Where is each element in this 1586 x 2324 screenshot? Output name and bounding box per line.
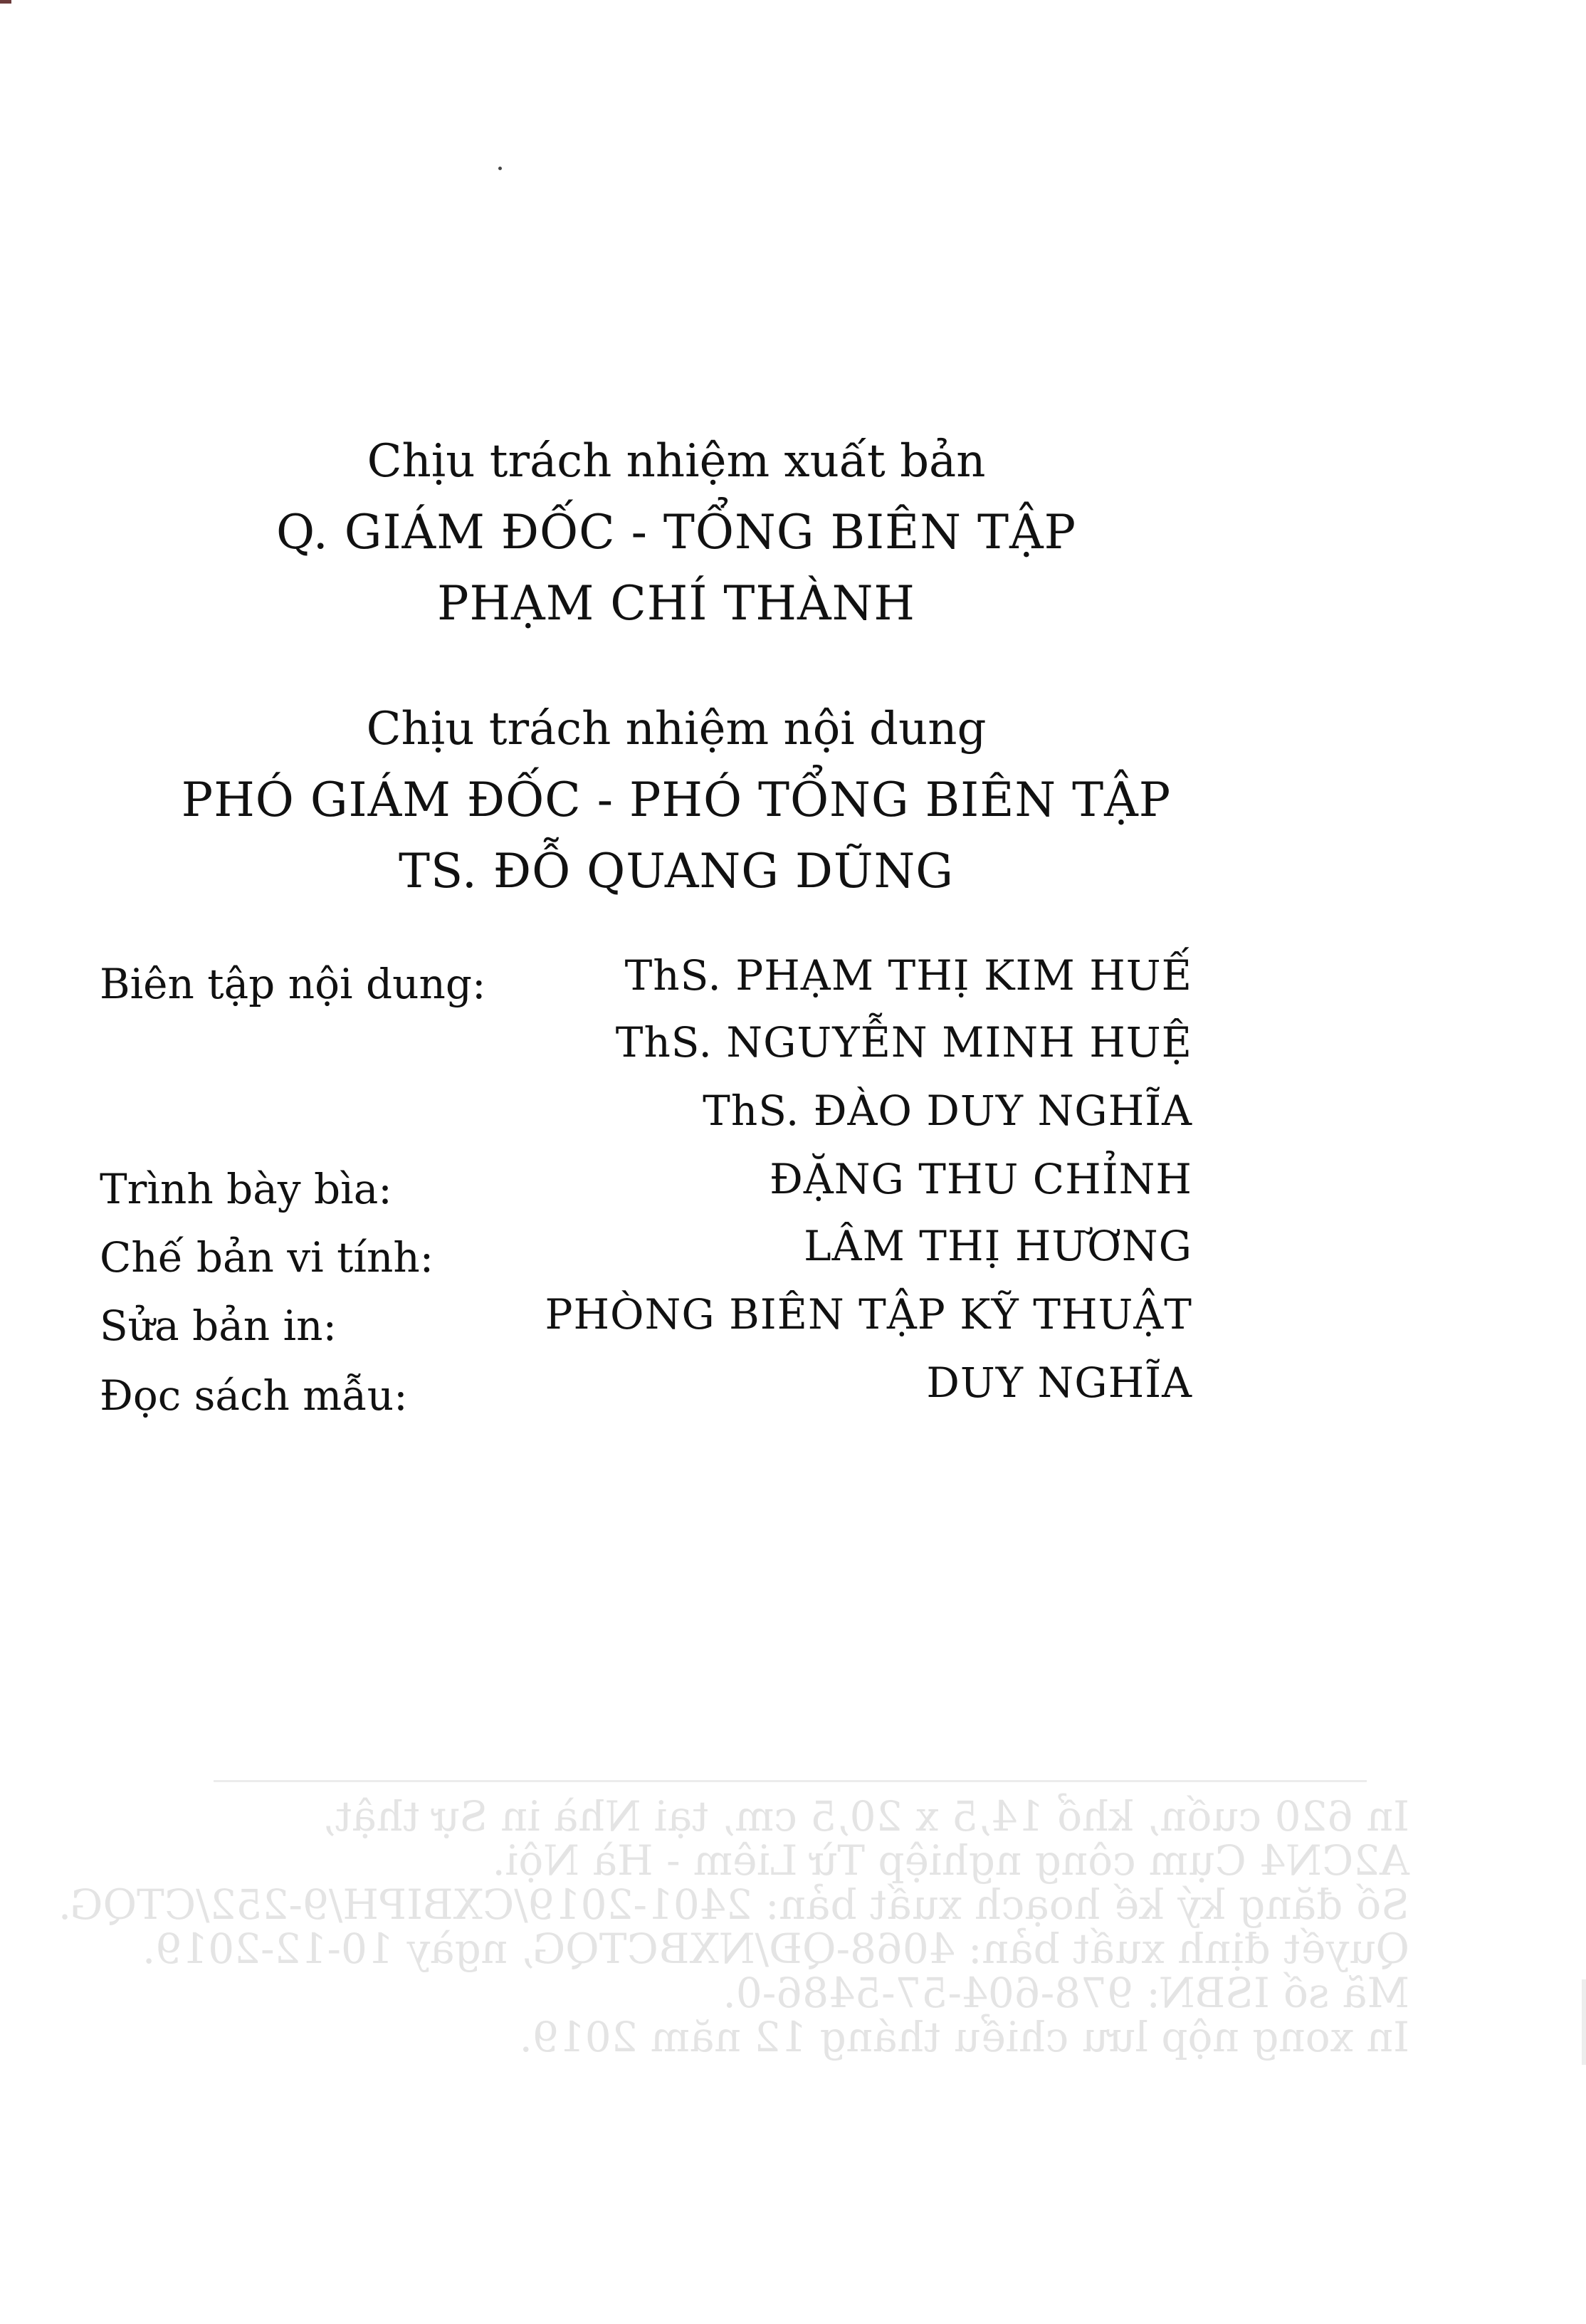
publishing-responsibility-position: Q. GIÁM ĐỐC - TỔNG BIÊN TẬP <box>275 505 1077 560</box>
bleed-through-line: A2CN4 Cụm công nghiệp Từ Liêm - Hà Nội. <box>492 1836 1409 1885</box>
publishing-responsibility-role: Chịu trách nhiệm xuất bản <box>367 435 986 488</box>
scan-corner-mark <box>0 0 11 4</box>
cover-design-name: ĐẶNG THU CHỈNH <box>770 1155 1192 1203</box>
page-edge-mark <box>1582 1979 1586 2065</box>
typesetting-label: Chế bản vi tính: <box>100 1233 434 1282</box>
bleed-through-line: Mã số ISBN: 978-604-57-5486-0. <box>723 1969 1409 2017</box>
bleed-through-rule <box>214 1780 1367 1782</box>
proofreading-name: PHÒNG BIÊN TẬP KỸ THUẬT <box>545 1290 1192 1339</box>
credits-section <box>100 947 1192 1445</box>
content-responsibility-position: PHÓ GIÁM ĐỐC - PHÓ TỔNG BIÊN TẬP <box>181 773 1172 827</box>
bleed-through-line: Số đăng ký kế hoạch xuất bản: 2401-2019/CXBIPH/9-252/CTQG. <box>58 1880 1409 1929</box>
publishing-responsibility-block <box>0 426 1353 639</box>
scan-speck <box>498 167 502 170</box>
content-editor-name: ThS. PHẠM THỊ KIM HUẾ <box>624 951 1192 1000</box>
proofreading-label: Sửa bản in: <box>100 1302 337 1350</box>
content-editor-name: ThS. NGUYỄN MINH HUỆ <box>615 1018 1192 1067</box>
bleed-through-line: Quyết định xuất bản: 4068-QĐ/NXBCTQG, ngày 10-12-2019. <box>142 1925 1409 1973</box>
content-responsibility-block <box>0 693 1353 907</box>
publishing-responsibility-person: PHẠM CHÍ THÀNH <box>437 576 915 631</box>
content-editing-label: Biên tập nội dung: <box>100 960 486 1008</box>
bleed-through-line: In 620 cuốn, khổ 14,5 x 20,5 cm, tại Nhà in Sự thật, <box>322 1792 1409 1841</box>
sample-reading-label: Đọc sách mẫu: <box>100 1371 408 1420</box>
content-editor-name: ThS. ĐÀO DUY NGHĨA <box>703 1087 1192 1135</box>
content-responsibility-person: TS. ĐỖ QUANG DŨNG <box>398 844 955 899</box>
cover-design-label: Trình bày bìa: <box>100 1165 392 1213</box>
typesetting-name: LÂM THỊ HƯƠNG <box>804 1222 1192 1270</box>
bleed-through-line: In xong nộp lưu chiểu tháng 12 năm 2019. <box>519 2013 1409 2061</box>
sample-reading-name: DUY NGHĨA <box>926 1359 1192 1407</box>
content-responsibility-role: Chịu trách nhiệm nội dung <box>366 703 987 755</box>
bleed-through-colophon <box>58 1792 1409 2061</box>
